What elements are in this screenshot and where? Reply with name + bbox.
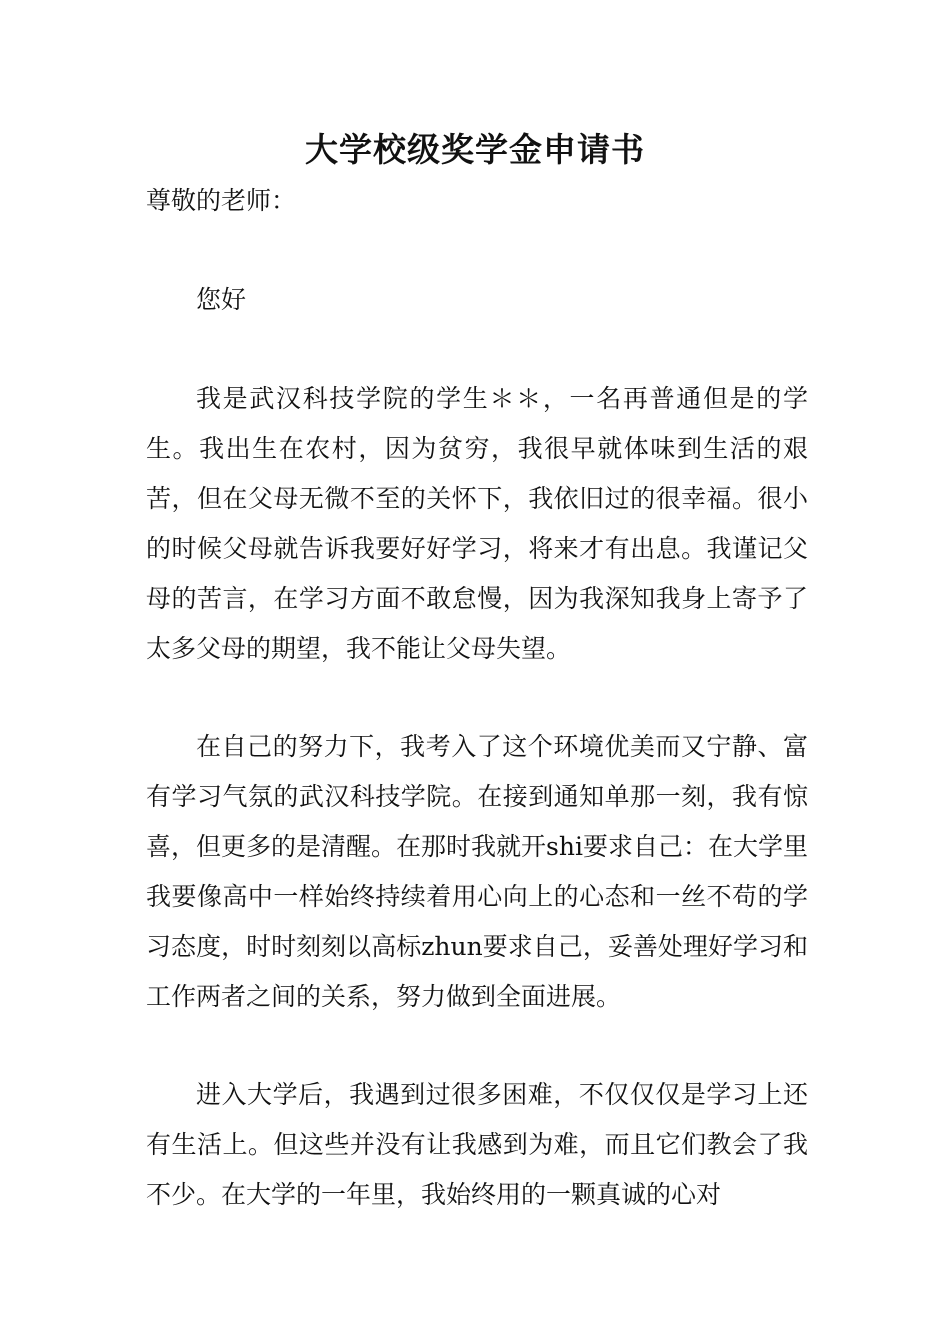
greeting: 您好 — [196, 285, 247, 314]
salutation: 尊敬的老师： — [146, 186, 297, 215]
paragraph-3: 进入大学后，我遇到过很多困难，不仅仅仅是学习上还有生活上。但这些并没有让我感到为难，而且它们教会了我不少。在大学的一年里，我始终用的一颗真诚的心对 — [146, 1080, 808, 1209]
paragraph-1: 我是武汉科技学院的学生＊＊，一名再普通但是的学生。我出生在农村，因为贫穷，我很早就体味到生活的艰苦，但在父母无微不至的关怀下，我依旧过的很幸福。很小的时候父母就告诉我要好好学习，将来才有出息。我谨记父母的苦言，在学习方面不敢怠慢，因为我深知我身上寄予了太多父母的期望，我不能让父母失望。 — [146, 384, 808, 663]
paragraph-2: 在自己的努力下，我考入了这个环境优美而又宁静、富有学习气氛的武汉科技学院。在接到通知单那一刻，我有惊喜，但更多的是清醒。在那时我就开shi要求自己：在大学里我要像高中一样始终持续着用心向上的心态和一丝不苟的学习态度，时时刻刻以高标zhun要求自己，妥善处理好学习和工作两者之间的关系，努力做到全面进展。 — [146, 732, 808, 1011]
document-title: 大学校级奖学金申请书 — [305, 130, 645, 169]
